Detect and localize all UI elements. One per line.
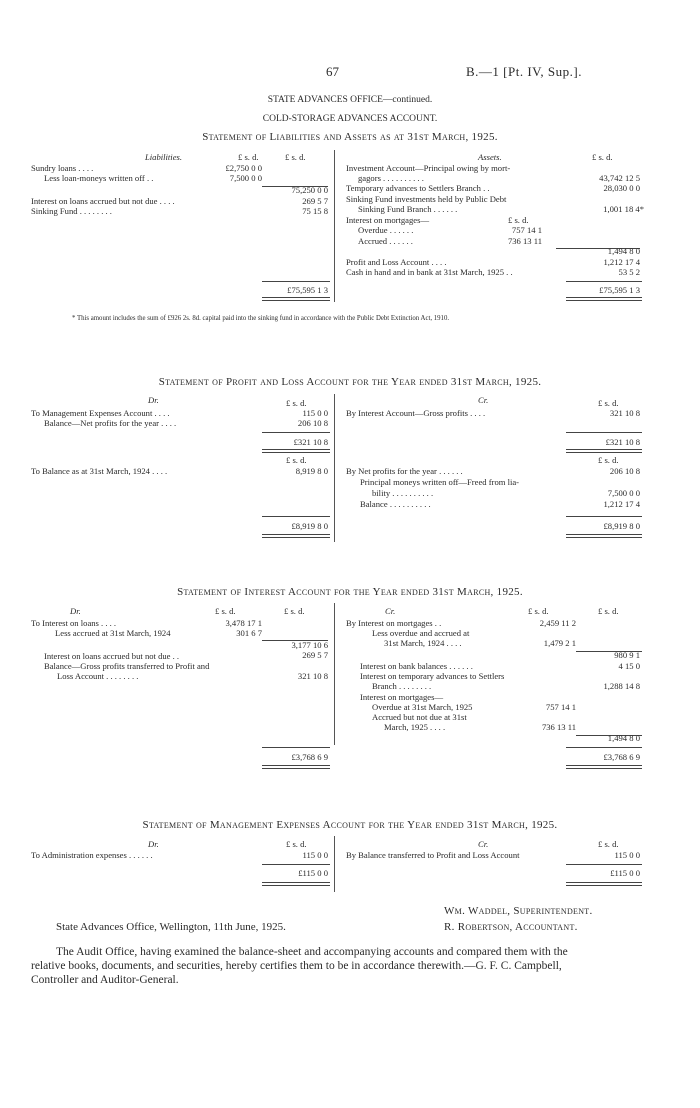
liabilities-total: £75,595 1 3 xyxy=(287,285,328,295)
asset-row: Profit and Loss Account . . . . xyxy=(346,257,447,267)
liability-row: Sundry loans . . . . xyxy=(31,163,94,173)
pl-debit-row: Balance—Net profits for the year . . . . xyxy=(44,418,177,428)
cr-label: Cr. xyxy=(478,839,489,849)
pl-credit-value: 7,500 0 0 xyxy=(607,488,640,498)
mgmt-debit-total: £115 0 0 xyxy=(298,868,328,878)
asset-inner-value: 736 13 11 xyxy=(507,236,542,246)
audit-line: The Audit Office, having examined the balance-sheet and accompanying accounts and compared them with the xyxy=(56,946,568,958)
asset-row: Sinking Fund Branch . . . . . . xyxy=(358,204,458,214)
asset-row: gagors . . . . . . . . . . xyxy=(358,173,424,183)
liability-inner-value: 7,500 0 0 xyxy=(229,173,262,183)
pl-credit-row: Balance . . . . . . . . . . xyxy=(360,499,431,509)
pl-debit-value: 115 0 0 xyxy=(302,408,328,418)
interest-debit-inner: 3,478 17 1 xyxy=(225,618,262,628)
asset-value: 53 5 2 xyxy=(618,267,640,277)
asset-inner-value: 757 14 1 xyxy=(511,225,542,235)
interest-money-head: £ s. d. xyxy=(215,606,236,616)
asset-row: Overdue . . . . . . xyxy=(358,225,414,235)
interest-credit-inner: 757 14 1 xyxy=(545,702,576,712)
audit-line: Controller and Auditor-General. xyxy=(31,974,179,986)
asset-inner-head: £ s. d. xyxy=(508,215,529,225)
interest-credit-value: 1,288 14 8 xyxy=(603,681,640,691)
interest-credit-row: By Interest on mortgages . . xyxy=(346,618,442,628)
pl-debit-value: 206 10 8 xyxy=(297,418,328,428)
interest-credit-total: £3,768 6 9 xyxy=(603,752,640,762)
pl-money-head: £ s. d. xyxy=(598,455,619,465)
interest-credit-inner: 2,459 11 2 xyxy=(539,618,576,628)
pl-credit-row: By Net profits for the year . . . . . . xyxy=(346,466,463,476)
interest-debit-value: 3,177 10 6 xyxy=(291,640,328,650)
document-reference: B.—1 [Pt. IV, Sup.]. xyxy=(466,64,582,79)
inner-money-head: £ s. d. xyxy=(238,152,259,162)
interest-credit-row: Less overdue and accrued at xyxy=(372,628,470,638)
interest-money-head: £ s. d. xyxy=(598,606,619,616)
interest-credit-row: Interest on bank balances . . . . . . xyxy=(360,661,473,671)
asset-row: Cash in hand and in bank at 31st March, 1925 . . xyxy=(346,267,513,277)
office-title: STATE ADVANCES OFFICE—continued. xyxy=(267,95,433,105)
mgmt-credit-row: By Balance transferred to Profit and Loss Account xyxy=(346,850,520,860)
interest-credit-row: Branch . . . . . . . . xyxy=(372,681,432,691)
pl-debit-total: £321 10 8 xyxy=(293,437,328,447)
place-date: State Advances Office, Wellington, 11th June, 1925. xyxy=(56,921,286,933)
interest-credit-row: Overdue at 31st March, 1925 xyxy=(372,702,473,712)
pl-money-head: £ s. d. xyxy=(286,398,307,408)
asset-value: 1,212 17 4 xyxy=(603,257,640,267)
liability-row: Sinking Fund . . . . . . . . xyxy=(31,206,112,216)
pl-credit-row: By Interest Account—Gross profits . . . . xyxy=(346,408,486,418)
pl-debit-row: To Balance as at 31st March, 1924 . . . . xyxy=(31,466,168,476)
dr-label: Dr. xyxy=(148,395,159,405)
asset-row: Temporary advances to Settlers Branch . . xyxy=(346,183,490,193)
liability-value: 269 5 7 xyxy=(302,196,328,206)
assets-head: Assets. xyxy=(478,152,502,162)
interest-credit-inner: 1,479 2 1 xyxy=(543,638,576,648)
interest-credit-row: Interest on temporary advances to Settlers xyxy=(360,671,505,681)
pl-debit-value: 8,919 8 0 xyxy=(295,466,328,476)
mgmt-debit-row: To Administration expenses . . . . . . xyxy=(31,850,153,860)
asset-row: Sinking Fund investments held by Public Debt xyxy=(346,194,507,204)
interest-debit-row: To Interest on loans . . . . xyxy=(31,618,117,628)
interest-debit-inner: 301 6 7 xyxy=(236,628,262,638)
mgmt-debit-value: 115 0 0 xyxy=(302,850,328,860)
pl-credit-total: £321 10 8 xyxy=(605,437,640,447)
interest-credit-row: Interest on mortgages— xyxy=(360,692,444,702)
asset-value: 1,001 18 4* xyxy=(603,204,644,214)
asset-value: 1,494 8 0 xyxy=(607,246,640,256)
management-heading: Statement of Management Expenses Account for the Year ended 31st March, 1925. xyxy=(142,819,558,831)
profit-loss-heading: Statement of Profit and Loss Account for the Year ended 31st March, 1925. xyxy=(158,376,542,388)
interest-debit-row: Balance—Gross profits transferred to Profit and xyxy=(44,661,210,671)
interest-debit-row: Loss Account . . . . . . . . xyxy=(57,671,139,681)
pl-debit-total: £8,919 8 0 xyxy=(291,521,328,531)
liability-inner-value: £2,750 0 0 xyxy=(225,163,262,173)
pl-money-head: £ s. d. xyxy=(598,398,619,408)
assets-money-head: £ s. d. xyxy=(592,152,613,162)
liability-row: Interest on loans accrued but not due . . . . xyxy=(31,196,175,206)
interest-debit-row: Interest on loans accrued but not due . . xyxy=(44,651,180,661)
cr-label: Cr. xyxy=(385,606,396,616)
audit-line: relative books, documents, and securities, hereby certifies them to be in accordance therewith.—G. F. C. Campbell, xyxy=(31,960,562,972)
liabilities-head: Liabilities. xyxy=(145,152,183,162)
pl-credit-value: 1,212 17 4 xyxy=(603,499,640,509)
interest-credit-value: 1,494 8 0 xyxy=(607,733,640,743)
liability-row: Less loan-moneys written off . . xyxy=(44,173,154,183)
interest-credit-inner: 736 13 11 xyxy=(541,722,576,732)
pl-debit-row: To Management Expenses Account . . . . xyxy=(31,408,170,418)
pl-money-head: £ s. d. xyxy=(286,455,307,465)
interest-credit-row: Accrued but not due at 31st xyxy=(372,712,467,722)
interest-debit-row: Less accrued at 31st March, 1924 xyxy=(55,628,171,638)
asset-row: Investment Account—Principal owing by mort- xyxy=(346,163,511,173)
footnote: * This amount includes the sum of £926 2s. 8d. capital paid into the sinking fund in accordance with the Public Debt Extinction Act, 1910. xyxy=(72,315,450,322)
interest-money-head: £ s. d. xyxy=(284,606,305,616)
interest-money-head: £ s. d. xyxy=(528,606,549,616)
asset-row: Interest on mortgages— xyxy=(346,215,430,225)
liability-value: 75,250 0 0 xyxy=(291,185,328,195)
interest-debit-total: £3,768 6 9 xyxy=(291,752,328,762)
cr-label: Cr. xyxy=(478,395,489,405)
interest-debit-value: 269 5 7 xyxy=(302,650,328,660)
asset-row: Accrued . . . . . . xyxy=(358,236,413,246)
mgmt-money-head: £ s. d. xyxy=(286,839,307,849)
asset-value: 28,030 0 0 xyxy=(603,183,640,193)
mgmt-credit-value: 115 0 0 xyxy=(614,850,640,860)
interest-credit-row: March, 1925 . . . . xyxy=(384,722,446,732)
account-title: COLD-STORAGE ADVANCES ACCOUNT. xyxy=(262,114,438,124)
asset-value: 43,742 12 5 xyxy=(599,173,640,183)
pl-credit-total: £8,919 8 0 xyxy=(603,521,640,531)
pl-credit-value: 321 10 8 xyxy=(609,408,640,418)
mgmt-money-head: £ s. d. xyxy=(598,839,619,849)
balance-sheet-heading: Statement of Liabilities and Assets as at 31st March, 1925. xyxy=(202,131,498,143)
dr-label: Dr. xyxy=(70,606,81,616)
page-number: 67 xyxy=(326,64,339,79)
outer-money-head: £ s. d. xyxy=(285,152,306,162)
pl-credit-value: 206 10 8 xyxy=(609,466,640,476)
mgmt-credit-total: £115 0 0 xyxy=(610,868,640,878)
signature-superintendent: Wm. Waddel, Superintendent. xyxy=(444,905,593,917)
interest-credit-value: 980 9 1 xyxy=(614,650,640,660)
pl-credit-row: bility . . . . . . . . . . xyxy=(372,488,434,498)
signature-accountant: R. Robertson, Accountant. xyxy=(444,921,578,933)
interest-heading: Statement of Interest Account for the Year ended 31st March, 1925. xyxy=(177,586,523,598)
interest-credit-value: 4 15 0 xyxy=(618,661,640,671)
interest-debit-value: 321 10 8 xyxy=(297,671,328,681)
assets-total: £75,595 1 3 xyxy=(599,285,640,295)
liability-value: 75 15 8 xyxy=(302,206,328,216)
interest-credit-row: 31st March, 1924 . . . . xyxy=(384,638,462,648)
dr-label: Dr. xyxy=(148,839,159,849)
pl-credit-row: Principal moneys written off—Freed from lia- xyxy=(360,477,520,487)
